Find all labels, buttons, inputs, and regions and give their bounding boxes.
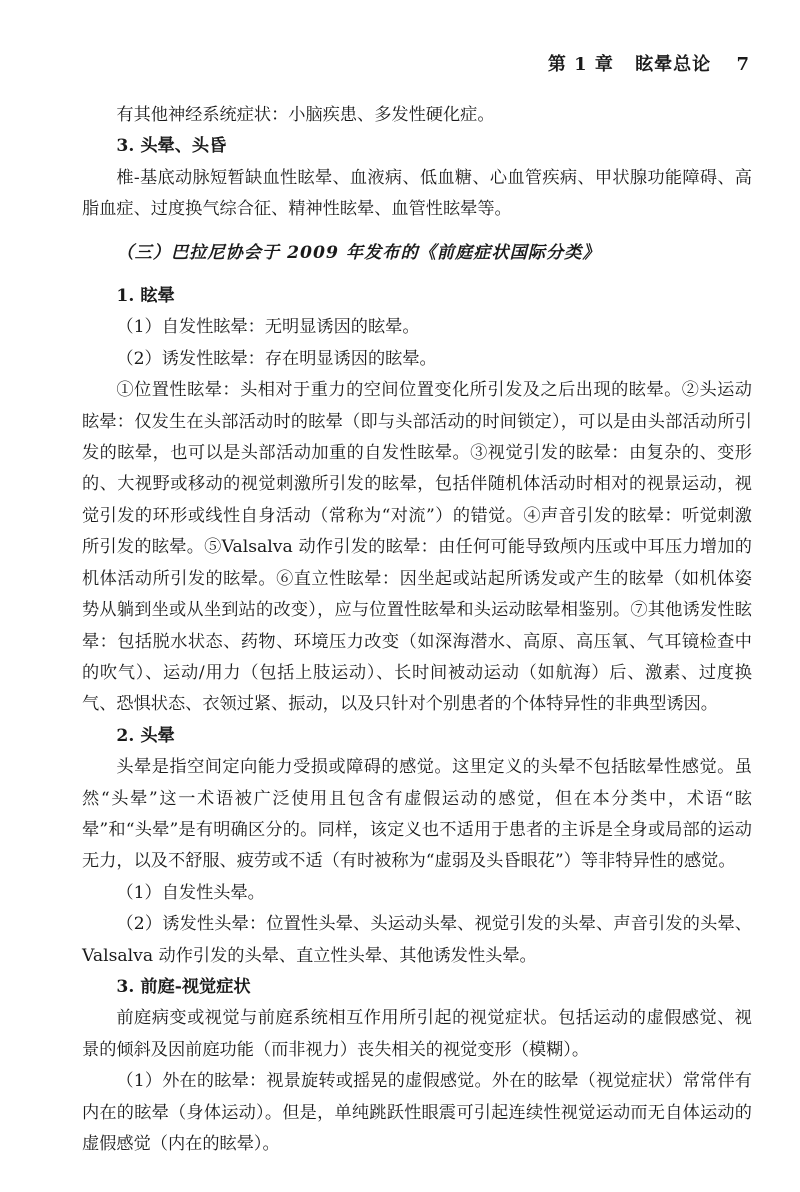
paragraph-spontaneous-dizziness: （1）自发性头晕。 <box>116 882 265 903</box>
paragraph-triggered-dizziness: （2）诱发性头晕：位置性头晕、头运动头晕、视觉引发的头晕、声音引发的头晕、Valsalva 动作引发的头晕、直立性头晕、其他诱发性头晕。 <box>82 914 752 966</box>
page-number: 7 <box>736 54 750 75</box>
chapter-number: 第 1 章 <box>547 54 614 75</box>
page-body <box>82 100 752 1160</box>
paragraph-dizziness-definition: 头晕是指空间定向能力受损或障碍的感觉。这里定义的头晕不包括眩晕性感觉。虽然“头晕”这一术语被广泛使用且包含有虚假运动的感觉，但在本分类中，术语“眩晕”和“头晕”是有明确区分的。同样，该定义也不适用于患者的主诉是全身或局部的运动无力，以及不舒服、疲劳或不适（有时被称为“虚弱及头昏眼花”）等非特异性的感觉。 <box>82 757 752 872</box>
paragraph-vestibulo-visual-definition: 前庭病变或视觉与前庭系统相互作用所引起的视觉症状。包括运动的虚假感觉、视景的倾斜及因前庭功能（而非视力）丧失相关的视觉变形（模糊）。 <box>82 1008 752 1060</box>
paragraph-external-vertigo: （1）外在的眩晕：视景旋转或摇晃的虚假感觉。外在的眩晕（视觉症状）常常伴有内在的眩晕（身体运动）。但是，单纯跳跃性眼震可引起连续性视觉运动而无自体运动的虚假感觉（内在的眩晕）。 <box>82 1071 752 1154</box>
paragraph-dizzy-faint-causes: 椎-基底动脉短暂缺血性眩晕、血液病、低血糖、心血管疾病、甲状腺功能障碍、高脂血症、过度换气综合征、精神性眩晕、血管性眩晕等。 <box>82 167 752 220</box>
heading-dizzy-faint: 3. 头晕、头昏 <box>116 136 227 157</box>
heading-dizziness: 2. 头晕 <box>116 725 175 746</box>
section-title-barany-classification: （三）巴拉尼协会于 2009 年发布的《前庭症状国际分类》 <box>116 242 601 263</box>
heading-vertigo: 1. 眩晕 <box>116 286 175 307</box>
paragraph-other-neuro-symptoms: 有其他神经系统症状：小脑疾患、多发性硬化症。 <box>116 105 495 125</box>
paragraph-triggered-vertigo-list: ①位置性眩晕：头相对于重力的空间位置变化所引发及之后出现的眩晕。②头运动眩晕：仅发生在头部活动时的眩晕（即与头部活动的时间锁定），可以是由头部活动所引发的眩晕，也可以是头部活动加重的自发性眩晕。③视觉引发的眩晕：由复杂的、变形的、大视野或移动的视觉刺激所引发的眩晕，包括伴随机体活动时相对的视景运动，视觉引发的环形或线性自身活动（常称为“对流”）的错觉。④声音引发的眩晕：听觉刺激所引发的眩晕。⑤Valsalva 动作引发的眩晕：由任何可能导致颅内压或中耳压力增加的机体活动所引发的眩晕。⑥直立性眩晕：因坐起或站起所诱发或产生的眩晕（如机体姿势从躺到坐或从坐到站的改变），应与位置性眩晕和头运动眩晕相鉴别。⑦其他诱发性眩晕：包括脱水状态、药物、环境压力改变（如深海潜水、高原、高压氧、气耳镜检查中的吹气）、运动/用力（包括上肢运动）、长时间被动运动（如航海）后、激素、过度换气、恐惧状态、衣领过紧、振动，以及只针对个别患者的个体特异性的非典型诱因。 <box>82 380 752 715</box>
running-header <box>548 50 750 76</box>
paragraph-spontaneous-vertigo: （1）自发性眩晕：无明显诱因的眩晕。 <box>116 317 420 338</box>
heading-vestibulo-visual: 3. 前庭-视觉症状 <box>116 976 251 997</box>
chapter-title: 眩晕总论 <box>635 54 712 75</box>
paragraph-triggered-vertigo: （2）诱发性眩晕：存在明显诱因的眩晕。 <box>116 348 437 369</box>
